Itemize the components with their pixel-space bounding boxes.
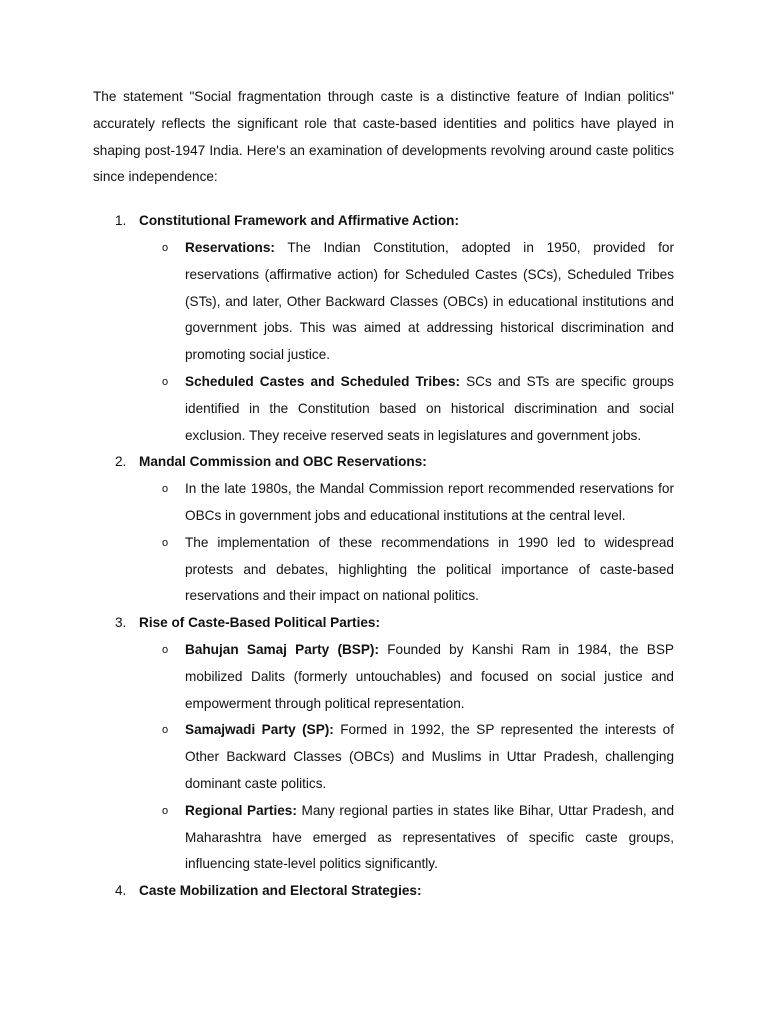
bullet-item bbox=[139, 235, 674, 369]
section-item bbox=[93, 878, 674, 905]
bullet-list bbox=[139, 235, 674, 449]
section-heading: Mandal Commission and OBC Reservations: bbox=[139, 454, 427, 470]
bullet-marker: o bbox=[162, 241, 169, 254]
bullet-term: Scheduled Castes and Scheduled Tribes: bbox=[185, 373, 461, 389]
intro-paragraph: The statement "Social fragmentation through caste is a distinctive feature of Indian politics" accurately reflects the significant role that caste-based identities and politics have played in shaping post-1947 India. Here's an examination of developments revolving around caste politics since independence: bbox=[93, 89, 674, 185]
bullet-term: Reservations: bbox=[185, 239, 275, 255]
bullet-item bbox=[139, 476, 674, 530]
section-item bbox=[93, 449, 674, 610]
section-list bbox=[93, 208, 674, 905]
bullet-text: In the late 1980s, the Mandal Commission report recommended reservations for OBCs in government jobs and educational institutions at the central level. bbox=[185, 481, 674, 523]
section-heading: Constitutional Framework and Affirmative Action: bbox=[139, 213, 459, 229]
section-number: 2. bbox=[115, 454, 127, 470]
section-item bbox=[93, 610, 674, 878]
bullet-marker: o bbox=[162, 643, 169, 656]
bullet-text: The Indian Constitution, adopted in 1950, provided for reservations (affirmative action) for Scheduled Castes (SCs), Scheduled Tribes (STs), and later, Other Backward Classes (OBCs) in educational institutions and government jobs. This was aimed at addressing historical discrimination and promoting social justice. bbox=[185, 239, 674, 363]
bullet-item bbox=[139, 717, 674, 797]
bullet-term: Regional Parties: bbox=[185, 802, 297, 818]
section-heading: Caste Mobilization and Electoral Strategies: bbox=[139, 883, 422, 899]
bullet-marker: o bbox=[162, 536, 169, 549]
bullet-list bbox=[139, 476, 674, 610]
bullet-marker: o bbox=[162, 483, 169, 496]
bullet-text: The implementation of these recommendations in 1990 led to widespread protests and debates, highlighting the political importance of caste-based reservations and their impact on national politics. bbox=[185, 534, 674, 604]
bullet-marker: o bbox=[162, 804, 169, 817]
bullet-list bbox=[139, 637, 674, 878]
section-number: 3. bbox=[115, 615, 127, 631]
section-heading: Rise of Caste-Based Political Parties: bbox=[139, 615, 380, 631]
section-item bbox=[93, 208, 674, 449]
bullet-marker: o bbox=[162, 724, 169, 737]
bullet-term: Bahujan Samaj Party (BSP): bbox=[185, 641, 379, 657]
bullet-text: Formed in 1992, the SP represented the interests of Other Backward Classes (OBCs) and Muslims in Uttar Pradesh, challenging dominant caste politics. bbox=[185, 722, 674, 791]
bullet-text: Founded by Kanshi Ram in 1984, the BSP mobilized Dalits (formerly untouchables) and focused on social justice and empowerment through political representation. bbox=[185, 641, 674, 711]
bullet-marker: o bbox=[162, 375, 169, 388]
bullet-item bbox=[139, 369, 674, 449]
section-number: 4. bbox=[115, 883, 127, 899]
bullet-text: SCs and STs are specific groups identified in the Constitution based on historical discrimination and social exclusion. They receive reserved seats in legislatures and government jobs. bbox=[185, 373, 674, 443]
bullet-item bbox=[139, 637, 674, 717]
bullet-item bbox=[139, 530, 674, 610]
bullet-text: Many regional parties in states like Bihar, Uttar Pradesh, and Maharashtra have emerged as representatives of specific caste groups, influencing state-level politics significantly. bbox=[185, 802, 675, 872]
bullet-term: Samajwadi Party (SP): bbox=[185, 722, 334, 738]
section-number: 1. bbox=[115, 213, 127, 229]
bullet-item bbox=[139, 798, 674, 878]
